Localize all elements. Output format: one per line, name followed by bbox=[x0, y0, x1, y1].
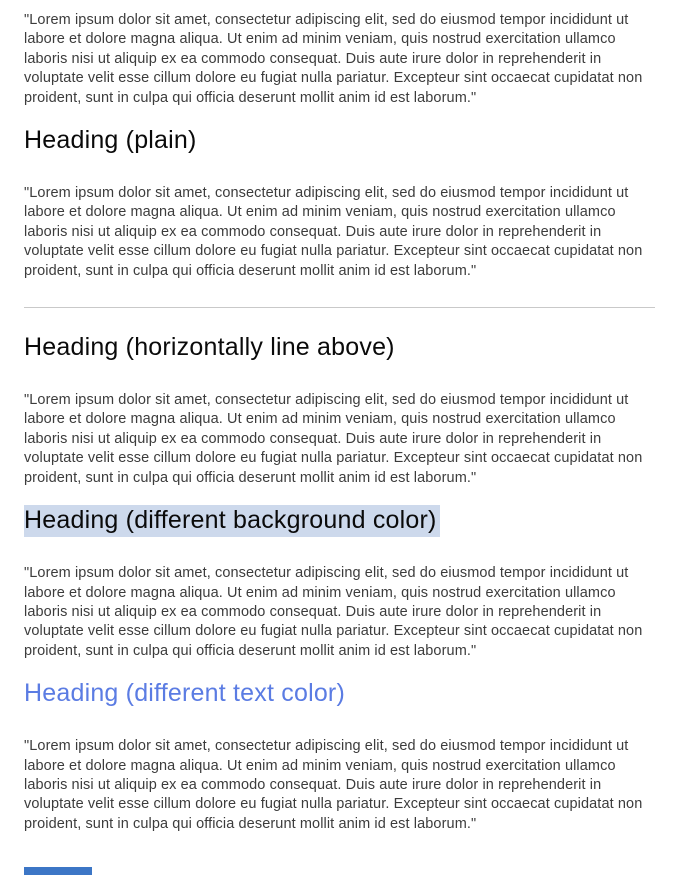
horizontal-divider bbox=[24, 307, 655, 308]
lorem-paragraph-5: "Lorem ipsum dolor sit amet, consectetur adipiscing elit, sed do eiusmod tempor incididunt ut labore et dolore magna aliqua. Ut enim ad minim veniam, quis nostrud exercitation ullamco laboris nisi ut aliquip ex ea commodo consequat. Duis aute irure dolor in reprehenderit in voluptate velit esse cillum dolore eu fugiat nulla pariatur. Excepteur sint occaecat cupidatat non proident, sunt in culpa qui officia deserunt mollit anim id est laborum." bbox=[24, 738, 643, 832]
heading-highlight: Heading (different background color) bbox=[24, 505, 440, 537]
cutoff-blue-bar bbox=[24, 867, 92, 875]
heading-line-above: Heading (horizontally line above) bbox=[24, 333, 395, 362]
heading-plain: Heading (plain) bbox=[24, 126, 197, 155]
heading-text-color: Heading (different text color) bbox=[24, 679, 345, 708]
lorem-paragraph-3: "Lorem ipsum dolor sit amet, consectetur adipiscing elit, sed do eiusmod tempor incididunt ut labore et dolore magna aliqua. Ut enim ad minim veniam, quis nostrud exercitation ullamco laboris nisi ut aliquip ex ea commodo consequat. Duis aute irure dolor in reprehenderit in voluptate velit esse cillum dolore eu fugiat nulla pariatur. Excepteur sint occaecat cupidatat non proident, sunt in culpa qui officia deserunt mollit anim id est laborum." bbox=[24, 392, 643, 486]
heading-background-color bbox=[24, 505, 655, 535]
lorem-paragraph-1: "Lorem ipsum dolor sit amet, consectetur adipiscing elit, sed do eiusmod tempor incididunt ut labore et dolore magna aliqua. Ut enim ad minim veniam, quis nostrud exercitation ullamco laboris nisi ut aliquip ex ea commodo consequat. Duis aute irure dolor in reprehenderit in voluptate velit esse cillum dolore eu fugiat nulla pariatur. Excepteur sint occaecat cupidatat non proident, sunt in culpa qui officia deserunt mollit anim id est laborum." bbox=[24, 12, 643, 106]
lorem-paragraph-4: "Lorem ipsum dolor sit amet, consectetur adipiscing elit, sed do eiusmod tempor incididunt ut labore et dolore magna aliqua. Ut enim ad minim veniam, quis nostrud exercitation ullamco laboris nisi ut aliquip ex ea commodo consequat. Duis aute irure dolor in reprehenderit in voluptate velit esse cillum dolore eu fugiat nulla pariatur. Excepteur sint occaecat cupidatat non proident, sunt in culpa qui officia deserunt mollit anim id est laborum." bbox=[24, 565, 643, 659]
lorem-paragraph-2: "Lorem ipsum dolor sit amet, consectetur adipiscing elit, sed do eiusmod tempor incididunt ut labore et dolore magna aliqua. Ut enim ad minim veniam, quis nostrud exercitation ullamco laboris nisi ut aliquip ex ea commodo consequat. Duis aute irure dolor in reprehenderit in voluptate velit esse cillum dolore eu fugiat nulla pariatur. Excepteur sint occaecat cupidatat non proident, sunt in culpa qui officia deserunt mollit anim id est laborum." bbox=[24, 185, 643, 279]
